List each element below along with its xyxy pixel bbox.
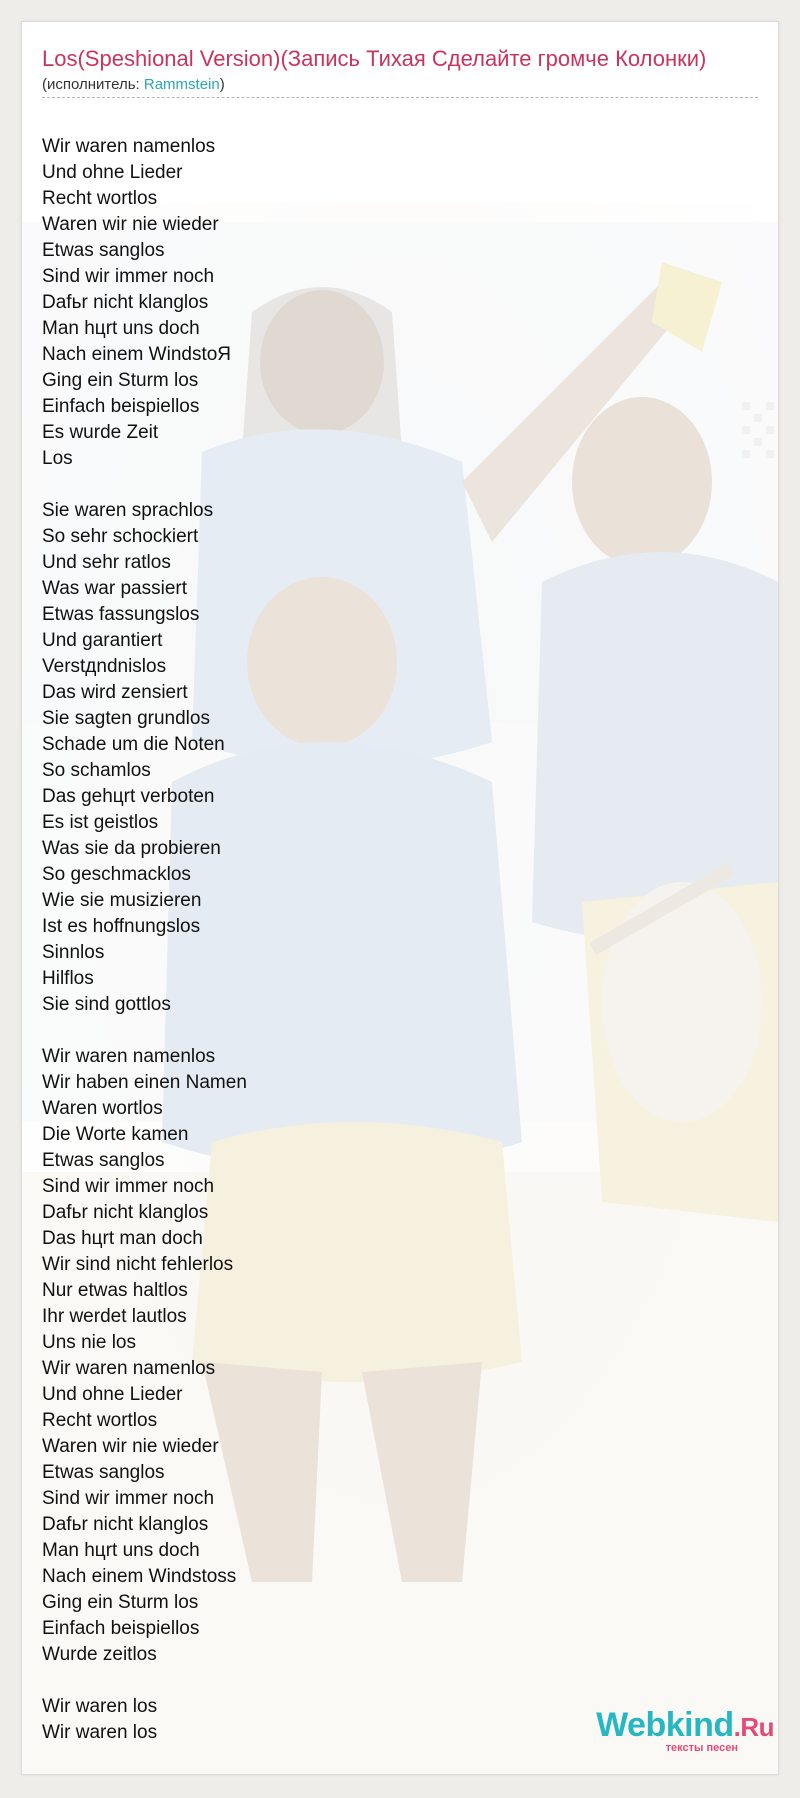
performer-line <box>42 76 758 98</box>
lyric-line: Sie sind gottlos <box>42 994 171 1015</box>
lyric-line: Ist es hoffnungslos <box>42 916 201 937</box>
lyric-line: Und ohne Lieder <box>42 1384 183 1405</box>
lyric-line: Wir haben einen Namen <box>42 1072 247 1093</box>
lyric-line: So geschmacklos <box>42 864 191 885</box>
lyric-line: Was war passiert <box>42 578 187 599</box>
lyric-line: Einfach beispiellos <box>42 1618 200 1639</box>
song-title: Los(Speshional Version)(Запись Тихая Сделайте громче Колонки) <box>42 46 707 71</box>
logo-wordmark <box>596 1708 774 1744</box>
lyric-line: Hilflos <box>42 968 94 989</box>
lyric-line: Ging ein Sturm los <box>42 1592 199 1613</box>
lyric-line: Nach einem Windstoss <box>42 1566 237 1587</box>
lyric-line: Waren wortlos <box>42 1098 163 1119</box>
lyric-line: Waren wir nie wieder <box>42 214 219 235</box>
lyric-line: Die Worte kamen <box>42 1124 189 1145</box>
lyric-line: Waren wir nie wieder <box>42 1436 219 1457</box>
lyric-line: Sinnlos <box>42 942 105 963</box>
lyric-line: Und garantiert <box>42 630 163 651</box>
lyric-line: Los <box>42 448 73 469</box>
lyric-line: Was sie da probieren <box>42 838 221 859</box>
lyric-line: Einfach beispiellos <box>42 396 200 417</box>
lyric-line: Wir waren namenlos <box>42 1046 216 1067</box>
lyric-line: Es ist geistlos <box>42 812 159 833</box>
stanza-break <box>42 1018 742 1044</box>
lyric-line: Wir waren namenlos <box>42 1358 216 1379</box>
lyric-line: Das wird zensiert <box>42 682 188 703</box>
lyric-line: Sind wir immer noch <box>42 1488 215 1509</box>
site-logo[interactable] <box>596 1708 774 1754</box>
lyric-line: So sehr schockiert <box>42 526 199 547</box>
lyric-line: Sind wir immer noch <box>42 1176 215 1197</box>
lyric-line: Recht wortlos <box>42 1410 158 1431</box>
performer-link[interactable]: Rammstein <box>143 76 220 93</box>
lyric-line: Etwas sanglos <box>42 1150 165 1171</box>
lyric-line: Sie sagten grundlos <box>42 708 210 729</box>
lyric-line: Man hцrt uns doch <box>42 318 200 339</box>
lyric-line: Wir waren los <box>42 1696 158 1717</box>
lyric-line: Etwas fassungslos <box>42 604 200 625</box>
lyric-line: Wir waren namenlos <box>42 136 216 157</box>
stanza-break <box>42 1668 742 1694</box>
lyric-line: So schamlos <box>42 760 151 781</box>
stanza-break <box>42 472 742 498</box>
lyric-line: Wie sie musizieren <box>42 890 202 911</box>
lyrics-card <box>21 21 779 1775</box>
lyric-line: Nach einem WindstoЯ <box>42 344 232 365</box>
lyric-line: Etwas sanglos <box>42 240 165 261</box>
lyric-line: Man hцrt uns doch <box>42 1540 200 1561</box>
lyric-line: Es wurde Zeit <box>42 422 159 443</box>
lyric-line: Das gehцrt verboten <box>42 786 215 807</box>
lyric-line: Uns nie los <box>42 1332 136 1353</box>
lyric-line: Wir waren los <box>42 1722 158 1743</box>
lyric-line: Ging ein Sturm los <box>42 370 199 391</box>
performer-suffix: ) <box>219 76 225 93</box>
lyric-line: Verstдndnislos <box>42 656 167 677</box>
lyric-line: Schade um die Noten <box>42 734 225 755</box>
lyric-line: Dafьr nicht klanglos <box>42 1202 209 1223</box>
lyric-line: Dafьr nicht klanglos <box>42 292 209 313</box>
logo-tagline: тексты песен <box>665 1742 738 1754</box>
lyric-line: Dafьr nicht klanglos <box>42 1514 209 1535</box>
lyric-line: Wir sind nicht fehlerlos <box>42 1254 234 1275</box>
lyric-line: Sind wir immer noch <box>42 266 215 287</box>
lyrics-text <box>42 134 742 1746</box>
logo-tld: .Ru <box>733 1712 774 1742</box>
lyric-line: Etwas sanglos <box>42 1462 165 1483</box>
song-header <box>42 44 758 98</box>
lyric-line: Und sehr ratlos <box>42 552 171 573</box>
lyric-line: Das hцrt man doch <box>42 1228 203 1249</box>
lyric-line: Ihr werdet lautlos <box>42 1306 187 1327</box>
lyric-line: Und ohne Lieder <box>42 162 183 183</box>
lyric-line: Nur etwas haltlos <box>42 1280 188 1301</box>
performer-prefix: (исполнитель: <box>42 76 144 93</box>
logo-name: Webkind <box>596 1706 734 1744</box>
lyric-line: Sie waren sprachlos <box>42 500 214 521</box>
lyric-line: Wurde zeitlos <box>42 1644 157 1665</box>
lyric-line: Recht wortlos <box>42 188 158 209</box>
